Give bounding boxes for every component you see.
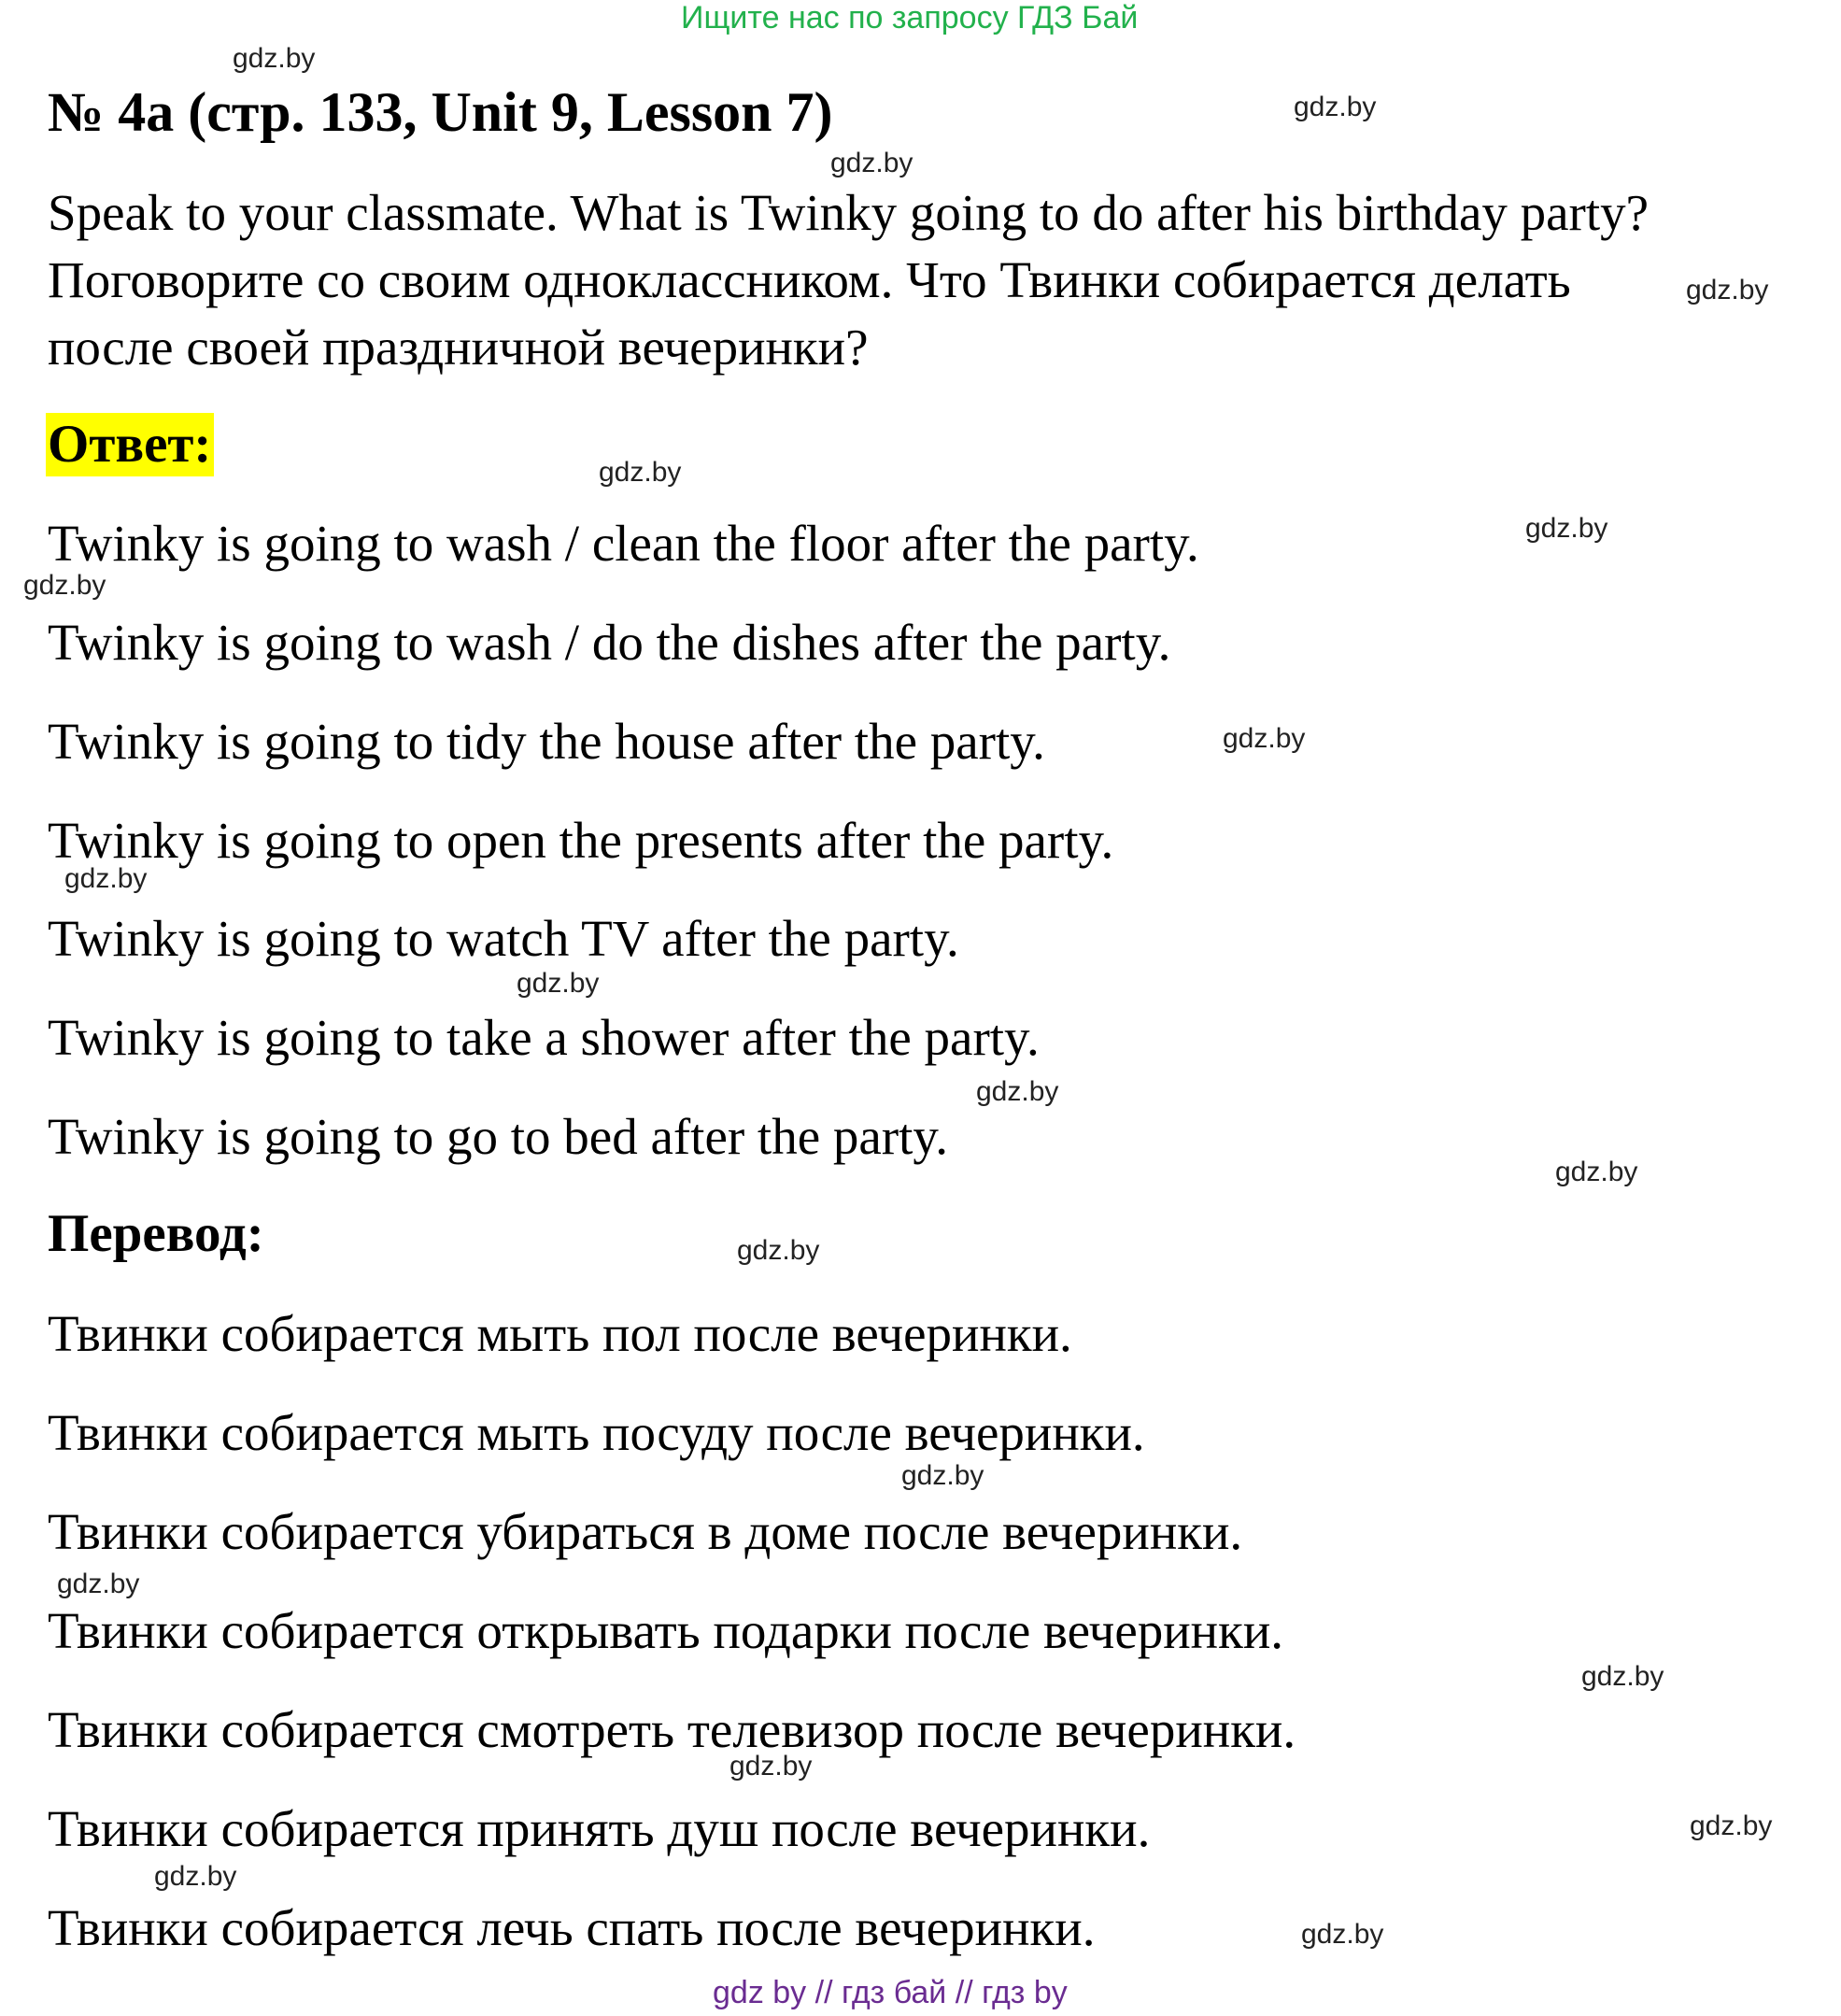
watermark: gdz.by (1223, 723, 1306, 754)
footer-links: gdz by // гдз бай // гдз by (713, 1975, 1068, 2010)
translation-line: Твинки собирается открывать подарки после вечеринки. (48, 1602, 1284, 1659)
watermark: gdz.by (1581, 1661, 1664, 1692)
watermark: gdz.by (154, 1861, 237, 1892)
watermark: gdz.by (737, 1235, 820, 1266)
answer-line: Twinky is going to go to bed after the party. (48, 1108, 949, 1165)
answer-line: Twinky is going to wash / clean the floor after the party. (48, 515, 1199, 572)
search-banner: Ищите нас по запросу ГДЗ Бай (681, 0, 1139, 35)
translation-line: Твинки собирается смотреть телевизор после вечеринки. (48, 1701, 1296, 1758)
watermark: gdz.by (233, 43, 316, 74)
watermark: gdz.by (1555, 1157, 1638, 1187)
watermark: gdz.by (976, 1076, 1059, 1107)
watermark: gdz.by (517, 968, 600, 999)
watermark: gdz.by (901, 1460, 984, 1491)
watermark: gdz.by (1690, 1810, 1773, 1841)
watermark: gdz.by (830, 148, 913, 178)
watermark: gdz.by (1301, 1919, 1384, 1950)
watermark: gdz.by (1686, 275, 1769, 305)
watermark: gdz.by (23, 570, 106, 601)
watermark: gdz.by (1525, 513, 1608, 544)
watermark: gdz.by (57, 1569, 140, 1599)
task-english: Speak to your classmate. What is Twinky going to do after his birthday party? (48, 184, 1650, 241)
answer-label: Ответ: (46, 413, 214, 476)
watermark: gdz.by (1294, 92, 1377, 122)
answer-line: Twinky is going to tidy the house after the party. (48, 713, 1045, 770)
watermark: gdz.by (599, 457, 682, 488)
answer-line: Twinky is going to open the presents after the party. (48, 812, 1114, 869)
translation-line: Твинки собирается принять душ после вечеринки. (48, 1800, 1151, 1857)
translation-label: Перевод: (48, 1204, 264, 1263)
translation-line: Твинки собирается лечь спать после вечеринки. (48, 1899, 1096, 1956)
watermark: gdz.by (729, 1751, 813, 1782)
task-russian-line2: после своей праздничной вечеринки? (48, 319, 869, 376)
answer-line: Twinky is going to wash / do the dishes after the party. (48, 614, 1171, 671)
exercise-title: № 4а (стр. 133, Unit 9, Lesson 7) (48, 81, 833, 143)
translation-line: Твинки собирается мыть пол после вечеринки. (48, 1305, 1072, 1362)
translation-line: Твинки собирается мыть посуду после вечеринки. (48, 1404, 1145, 1461)
task-russian-line1: Поговорите со своим одноклассником. Что Твинки собирается делать (48, 251, 1571, 308)
answer-line: Twinky is going to take a shower after the party. (48, 1009, 1040, 1066)
translation-line: Твинки собирается убираться в доме после вечеринки. (48, 1503, 1243, 1560)
watermark: gdz.by (64, 863, 148, 894)
answer-line: Twinky is going to watch TV after the party. (48, 910, 959, 967)
